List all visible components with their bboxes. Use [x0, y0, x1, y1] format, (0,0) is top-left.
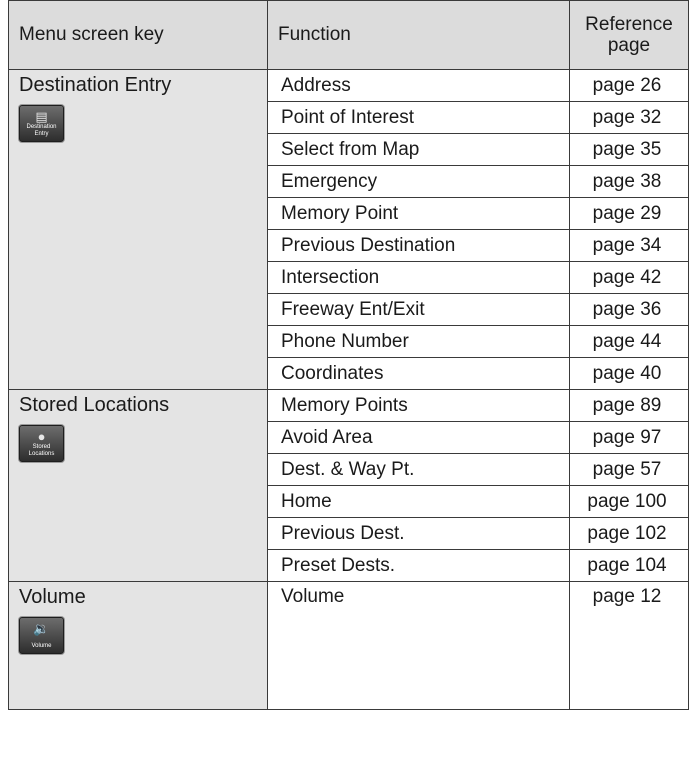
reference-page-cell: page 89 — [570, 390, 689, 422]
menu-key-cell — [9, 70, 268, 390]
reference-page-cell: page 29 — [570, 198, 689, 230]
reference-page-cell: page 26 — [570, 70, 689, 102]
header-reference-page — [570, 1, 689, 70]
menu-key-button[interactable] — [19, 617, 64, 654]
menu-key-button[interactable] — [19, 425, 64, 462]
header-reference-line1: Reference — [585, 14, 673, 35]
menu-key-cell — [9, 390, 268, 582]
menu-key-button-label-line2: Entry — [34, 131, 49, 137]
reference-page-cell: page 104 — [570, 550, 689, 582]
menu-key-button-label — [20, 643, 63, 650]
speaker-icon: 🔉 — [33, 621, 50, 636]
menu-key-button-label-line1: Stored — [32, 444, 51, 450]
menu-key-button-label — [20, 444, 63, 458]
function-cell: Volume — [268, 582, 570, 710]
reference-page-cell: page 102 — [570, 518, 689, 550]
function-cell: Previous Destination — [268, 230, 570, 262]
function-cell: Dest. & Way Pt. — [268, 454, 570, 486]
menu-key-label: Destination Entry — [19, 74, 172, 96]
reference-page-cell: page 35 — [570, 134, 689, 166]
function-cell: Coordinates — [268, 358, 570, 390]
reference-page-cell: page 36 — [570, 294, 689, 326]
menu-key-button-label-line2: Locations — [28, 451, 55, 457]
table-body — [9, 70, 689, 710]
menu-key-button-label-line1: Destination — [26, 124, 57, 130]
header-reference-line2: page — [607, 35, 651, 56]
reference-page-cell: page 34 — [570, 230, 689, 262]
reference-page-cell: page 12 — [570, 582, 689, 710]
function-cell: Avoid Area — [268, 422, 570, 454]
menu-key-button[interactable] — [19, 105, 64, 142]
reference-page-cell: page 42 — [570, 262, 689, 294]
function-cell: Intersection — [268, 262, 570, 294]
menu-key-cell — [9, 582, 268, 710]
reference-page-cell: page 97 — [570, 422, 689, 454]
function-cell: Memory Point — [268, 198, 570, 230]
function-cell: Address — [268, 70, 570, 102]
function-cell: Preset Dests. — [268, 550, 570, 582]
table-row — [9, 70, 689, 102]
destination-entry-icon: ▤ — [35, 109, 48, 124]
function-cell: Home — [268, 486, 570, 518]
menu-reference-table — [8, 0, 689, 710]
menu-key-label: Stored Locations — [19, 394, 170, 416]
menu-key-button-label — [20, 124, 63, 138]
reference-page-cell: page 100 — [570, 486, 689, 518]
menu-key-button-label-line1: Volume — [31, 643, 52, 649]
reference-page-cell: page 57 — [570, 454, 689, 486]
table-row — [9, 390, 689, 422]
function-cell: Point of Interest — [268, 102, 570, 134]
menu-key-label: Volume — [19, 586, 86, 608]
function-cell: Emergency — [268, 166, 570, 198]
reference-page-cell: page 32 — [570, 102, 689, 134]
reference-page-cell: page 44 — [570, 326, 689, 358]
function-cell: Select from Map — [268, 134, 570, 166]
function-cell: Freeway Ent/Exit — [268, 294, 570, 326]
header-row — [9, 1, 689, 70]
function-cell: Previous Dest. — [268, 518, 570, 550]
function-cell: Memory Points — [268, 390, 570, 422]
reference-page-cell: page 38 — [570, 166, 689, 198]
header-function: Function — [268, 1, 570, 70]
reference-page-cell: page 40 — [570, 358, 689, 390]
function-cell: Phone Number — [268, 326, 570, 358]
table-row — [9, 582, 689, 710]
header-menu-screen-key: Menu screen key — [9, 1, 268, 70]
stored-locations-icon: ● — [37, 429, 46, 444]
